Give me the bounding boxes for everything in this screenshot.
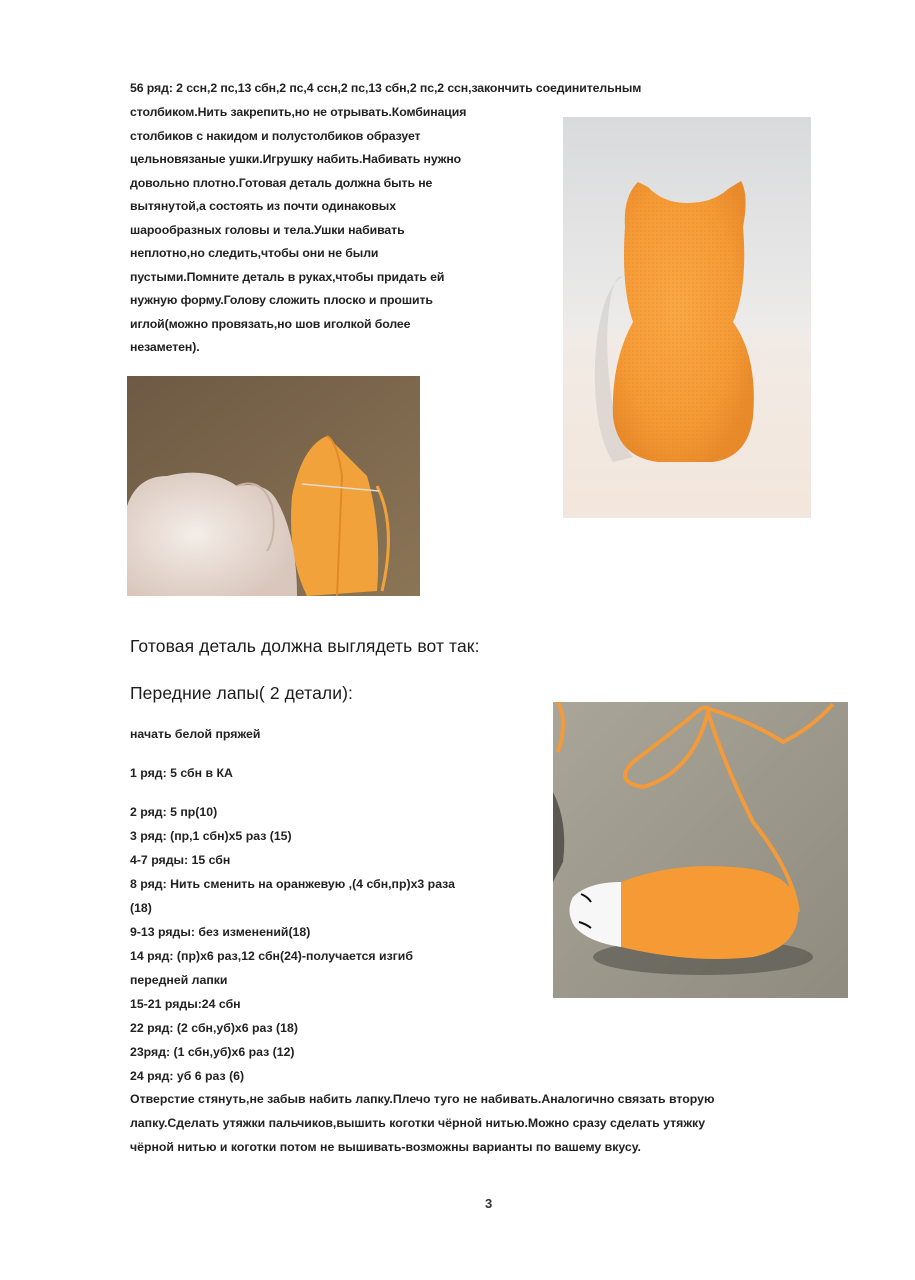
sewing-head-photo xyxy=(127,376,420,596)
rows-list xyxy=(130,800,455,1088)
finished-part-heading: Готовая деталь должна выглядеть вот так: xyxy=(130,636,480,656)
intro-line: цельновязаные ушки.Игрушку набить.Набивать нужно xyxy=(130,152,462,166)
intro-line: столбиком.Нить закрепить,но не отрывать.Комбинация xyxy=(130,105,467,119)
row-instruction: 3 ряд: (пр,1 сбн)х5 раз (15) xyxy=(130,829,292,843)
intro-line: нужную форму.Голову сложить плоско и прошить xyxy=(130,293,433,307)
row-instruction: 2 ряд: 5 пр(10) xyxy=(130,805,218,819)
front-paw-photo xyxy=(553,702,848,998)
row-instruction: передней лапки xyxy=(130,973,228,987)
row-1-instruction: 1 ряд: 5 сбн в КА xyxy=(130,766,233,780)
row-instruction: 8 ряд: Нить сменить на оранжевую ,(4 сбн,пр)х3 раза xyxy=(130,877,455,891)
start-instruction: начать белой пряжей xyxy=(130,727,261,741)
row-instruction: 4-7 ряды: 15 сбн xyxy=(130,853,231,867)
intro-line: иглой(можно провязать,но шов иголкой более xyxy=(130,316,411,331)
intro-line: шарообразных головы и тела.Ушки набивать xyxy=(130,222,405,237)
row-instruction: 24 ряд: уб 6 раз (6) xyxy=(130,1069,245,1083)
row-instruction: 22 ряд: (2 сбн,уб)х6 раз (18) xyxy=(130,1021,298,1035)
row-56-text: 56 ряд: 2 ссн,2 пс,13 сбн,2 пс,4 ссн,2 пс,13 сбн,2 пс,2 ссн,закончить соединительным xyxy=(130,81,642,95)
stuffed-body-photo xyxy=(563,117,811,518)
finish-line: лапку.Сделать утяжки пальчиков,вышить коготки чёрной нитью.Можно сразу сделать утяжку xyxy=(130,1116,706,1130)
finish-paragraph xyxy=(130,1087,714,1159)
intro-paragraph xyxy=(130,101,466,360)
row-instruction: (18) xyxy=(130,901,152,915)
intro-line: вытянутой,а состоять из почти одинаковых xyxy=(130,199,396,213)
page-number: 3 xyxy=(485,1196,493,1211)
intro-line: довольно плотно.Готовая деталь должна быть не xyxy=(130,175,433,190)
intro-line: столбиков с накидом и полустолбиков образует xyxy=(130,128,421,143)
intro-line: пустыми.Помните деталь в руках,чтобы придать ей xyxy=(130,269,445,284)
finish-line: Отверстие стянуть,не забыв набить лапку.Плечо туго не набивать.Аналогично связать вторую xyxy=(130,1092,715,1106)
row-instruction: 23ряд: (1 сбн,уб)х6 раз (12) xyxy=(130,1045,295,1059)
finish-line: чёрной нитью и коготки потом не вышивать-возможны варианты по вашему вкусу. xyxy=(130,1140,641,1154)
intro-line: незаметен). xyxy=(130,340,200,354)
intro-line: неплотно,но следить,чтобы они не были xyxy=(130,246,379,260)
row-instruction: 14 ряд: (пр)х6 раз,12 сбн(24)-получается изгиб xyxy=(130,949,413,963)
row-instruction: 9-13 ряды: без изменений(18) xyxy=(130,925,311,939)
row-instruction: 15-21 ряды:24 сбн xyxy=(130,997,241,1011)
front-paws-heading: Передние лапы( 2 детали): xyxy=(130,683,354,703)
